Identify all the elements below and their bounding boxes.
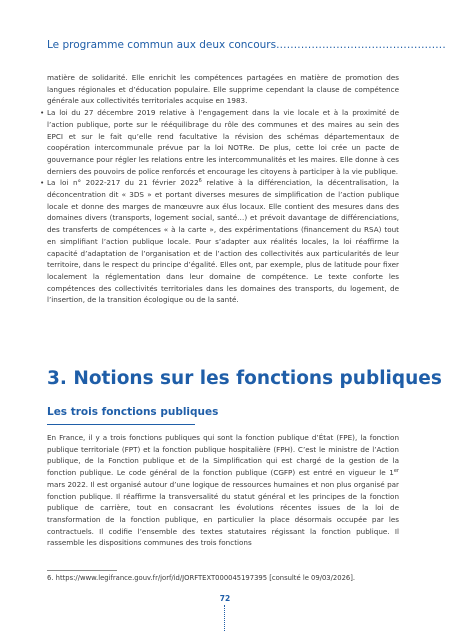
intro-paragraph: matière de solidarité. Elle enrichit les compétences partagées en matière de promotion des langues régionales et d’éducation populaire. Elle supprime cependant la clause de compétence générale aux collectivités territoriales acquise en 1983.	[47, 73, 399, 106]
footnote[interactable]: 6. https://www.legifrance.gouv.fr/jorf/id/JORFTEXT000045197395 [consulté le 09/03/2026].	[47, 574, 356, 582]
page-number: 72	[219, 594, 231, 603]
running-header	[47, 39, 446, 51]
list-item-text-start: La loi n° 2022-217 du 21 février 2022	[47, 178, 199, 188]
section-heading: 3. Notions sur les fonctions publiques	[47, 368, 442, 389]
footnote-divider	[47, 570, 117, 571]
subsection-heading: Les trois fonctions publiques	[47, 406, 219, 418]
footnote-reference[interactable]: 6	[198, 178, 202, 185]
subsection-underline	[47, 424, 195, 425]
list-item	[40, 177, 399, 306]
list-item-text-end: relative à la différenciation, la décentralisation, la déconcentration dit « 3DS » et portant diverses mesures de simplification de l’action publique locale et donne des marges de manœuvre aux élus locaux. Elle contient des mesures dans des domaines divers (transports, logement social, santé…) et prévoit davantage de différenciations, des transferts de compétences « à la carte », des expérimentations (financement du RSA) tout en simplifiant l’action publique locale. Pour s’adapter aux réalités locales, la loi réaffirme la capacité d’adaptation de l’organisation et de l’action des collectivités aux particularités de leur territoire, dans le respect du principe d’égalité. Elles ont, par exemple, plus de latitude pour fixer localement la réglementation dans leur domaine de compétence. Le texte conforte les compétences des collectivités territoriales dans les domaines des transports, du logement, de l’insertion, de la transition écologique ou de la santé.	[47, 178, 399, 305]
bullet-list	[40, 107, 399, 306]
paragraph-text-start: En France, il y a trois fonctions publiques qui sont la fonction publique d’État (FPE), la fonction publique territoriale (FPT) et la fonction publique hospitalière (FPH). C’est le ministre de l’Action publique, de la Fonction publique et de la Simplification qui est chargé de la gestion de la fonction publique. Le code général de la fonction publique (CGFP) est entré en vigueur le 1	[47, 433, 399, 478]
bullet-icon: •	[40, 178, 45, 188]
ordinal-superscript: er	[393, 468, 399, 475]
bullet-icon: •	[40, 108, 45, 118]
list-item-text: La loi du 27 décembre 2019 relative à l’engagement dans la vie locale et à la proximité de l’action publique, porte sur le rééquilibrage du rôle des communes et des maires au sein des EPCI et sur le fait qu’elle rend facultative la révision des schémas départementaux de coopération intercommunale prévue par la loi NOTRe. De plus, cette loi crée un pacte de gouvernance pour régler les relations entre les intercommunalités et les maires. Elle donne à ces derniers des pouvoirs de police renforcés et encourage les citoyens à participer à la vie publique.	[47, 108, 399, 176]
list-item	[40, 107, 399, 177]
running-header-dots: ................................................	[276, 39, 446, 51]
body-paragraph	[47, 432, 399, 549]
paragraph-text-end: mars 2022. Il est organisé autour d’une logique de ressources humaines et non plus organisé par fonction publique. Il réaffirme la transversalité du statut général et les principes de la fonction publique de carrière, tout en consacrant les évolutions récentes issues de la loi de transformation de la fonction publique, en particulier la place désormais occupée par les contractuels. Il codifie l’ensemble des textes statutaires régissant la fonction publique. Il rassemble les dispositions communes des trois fonctions	[47, 479, 399, 548]
running-header-title: Le programme commun aux deux concours	[47, 39, 277, 51]
page-marker-line	[224, 605, 225, 631]
body-text	[40, 72, 399, 306]
